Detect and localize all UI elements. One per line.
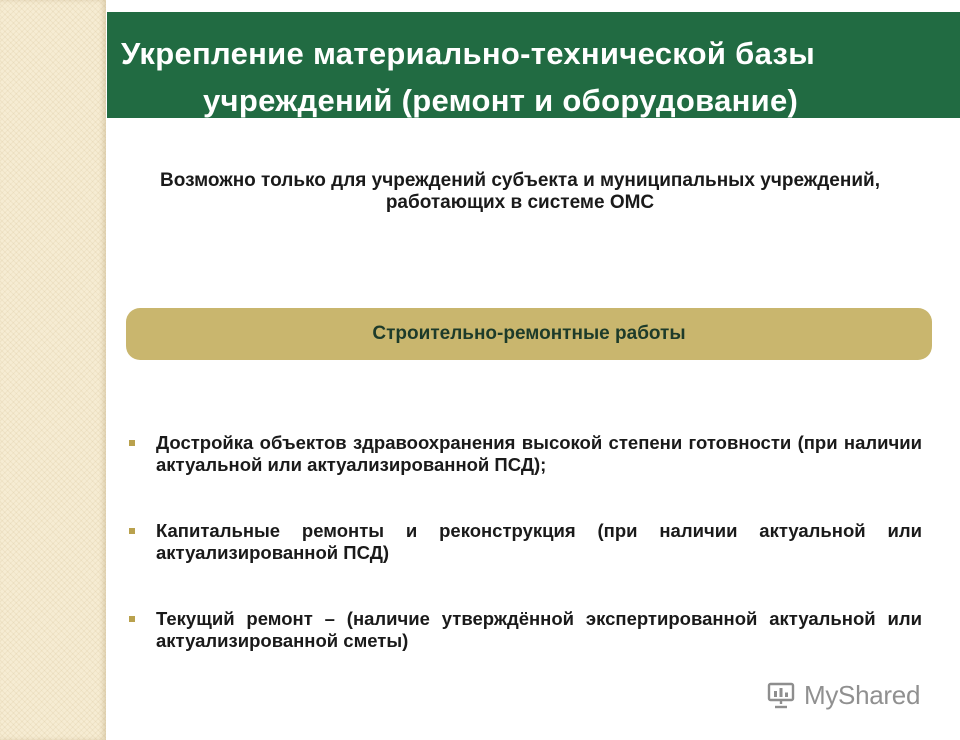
list-item <box>126 608 922 652</box>
myshared-watermark <box>766 678 920 712</box>
presentation-board-icon <box>766 680 796 710</box>
decorative-side-strip <box>0 0 106 740</box>
slide-title-banner <box>107 12 960 118</box>
slide-subtitle: Возможно только для учреждений субъекта и муниципальных учреждений, работающих в системе ОМС <box>160 170 880 213</box>
list-item <box>126 520 922 564</box>
watermark-text: MyShared <box>804 679 921 710</box>
list-item <box>126 432 922 476</box>
bullet-text: Капитальные ремонты и реконструкция (при наличии актуальной или актуализированной ПСД) <box>156 520 922 563</box>
slide-title-line-2: учреждений (ремонт и оборудование) <box>203 83 799 118</box>
slide-title-line-1: Укрепление материально-технической базы <box>121 36 816 71</box>
square-bullet-icon <box>129 616 135 622</box>
section-label-banner <box>126 308 932 360</box>
bullet-text: Достройка объектов здравоохранения высокой степени готовности (при наличии актуальной или актуализированной ПСД); <box>156 432 922 475</box>
square-bullet-icon <box>129 528 135 534</box>
square-bullet-icon <box>129 440 135 446</box>
bullet-text: Текущий ремонт – (наличие утверждённой экспертированной актуальной или актуализированной сметы) <box>156 608 922 651</box>
section-label-text: Строительно-ремонтные работы <box>372 323 686 344</box>
bullet-list <box>126 432 922 652</box>
